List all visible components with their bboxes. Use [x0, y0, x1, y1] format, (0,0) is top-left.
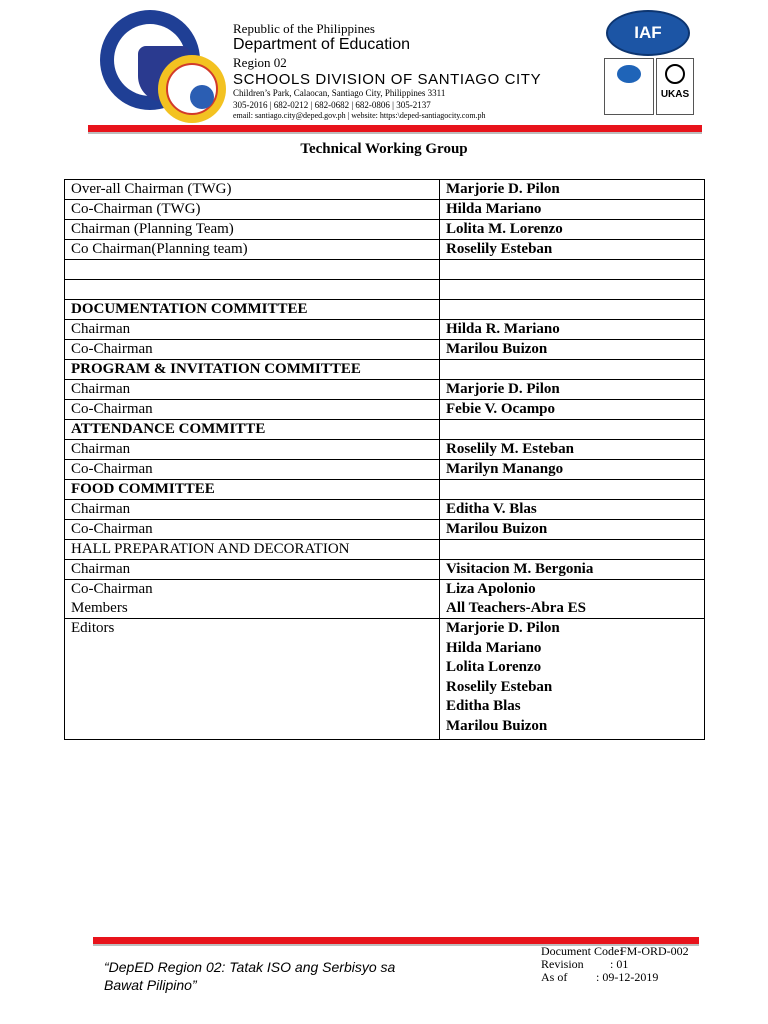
role-cell: HALL PREPARATION AND DECORATION	[65, 540, 440, 560]
iaf-label: IAF	[634, 23, 662, 42]
role-line: Members	[71, 600, 128, 616]
ukas-logo	[656, 58, 694, 115]
name-cell	[440, 580, 705, 619]
role-cell: Co-Chairman	[65, 520, 440, 540]
doc-code-label: Document Code:	[541, 944, 623, 958]
crown-icon	[665, 64, 685, 84]
role-cell: Chairman	[65, 380, 440, 400]
republic-text: Republic of the Philippines	[233, 21, 375, 36]
name-cell: Visitacion M. Bergonia	[440, 560, 705, 580]
role-cell: Over-all Chairman (TWG)	[65, 180, 440, 200]
editor-name: Roselily Esteban	[446, 678, 553, 695]
ukas-label: UKAS	[660, 89, 690, 100]
role-cell: FOOD COMMITTEE	[65, 480, 440, 500]
name-cell	[440, 360, 705, 380]
role-cell: Chairman	[65, 440, 440, 460]
name-cell: Marjorie D. Pilon	[440, 180, 705, 200]
asof-value: : 09-12-2019	[596, 970, 659, 984]
table-row	[65, 480, 705, 500]
name-cell: Lolita M. Lorenzo	[440, 220, 705, 240]
role-cell: Chairman	[65, 500, 440, 520]
role-cell	[65, 280, 440, 300]
table-row	[65, 340, 705, 360]
address-text: Children’s Park, Calaocan, Santiago City, Philippines 3311	[233, 88, 446, 98]
table-row	[65, 380, 705, 400]
role-cell	[65, 260, 440, 280]
name-cell	[440, 540, 705, 560]
role-cell	[65, 580, 440, 619]
table-row	[65, 200, 705, 220]
table-row	[65, 619, 705, 740]
table-row	[65, 400, 705, 420]
table-row	[65, 220, 705, 240]
name-line: Liza Apolonio	[446, 581, 536, 597]
editor-name: Marjorie D. Pilon	[446, 620, 560, 636]
name-cell	[440, 260, 705, 280]
name-line: All Teachers-Abra ES	[446, 600, 587, 616]
name-cell: Marilou Buizon	[440, 340, 705, 360]
table-row	[65, 560, 705, 580]
revision-value: : 01	[610, 957, 629, 971]
editor-name: Hilda Mariano	[446, 639, 542, 656]
role-cell: Chairman	[65, 560, 440, 580]
table-row	[65, 520, 705, 540]
role-cell: Co-Chairman (TWG)	[65, 200, 440, 220]
name-cell	[440, 480, 705, 500]
table-row	[65, 540, 705, 560]
name-cell: Roselily Esteban	[440, 240, 705, 260]
motto-line-2: Bawat Pilipino”	[104, 977, 197, 993]
name-cell	[440, 619, 705, 740]
name-cell: Febie V. Ocampo	[440, 400, 705, 420]
role-cell: PROGRAM & INVITATION COMMITTEE	[65, 360, 440, 380]
role-cell: ATTENDANCE COMMITTE	[65, 420, 440, 440]
name-cell: Editha V. Blas	[440, 500, 705, 520]
nqa-iso-logo	[604, 58, 654, 115]
email-website: email: santiago.city@deped.gov.ph | website: https:\deped-santiagocity.com.ph	[233, 111, 486, 120]
name-cell: Marilyn Manango	[440, 460, 705, 480]
table-row	[65, 280, 705, 300]
role-cell: DOCUMENTATION COMMITTEE	[65, 300, 440, 320]
table-row	[65, 300, 705, 320]
committee-table	[64, 179, 705, 740]
name-cell: Hilda Mariano	[440, 200, 705, 220]
name-cell	[440, 420, 705, 440]
name-cell: Marjorie D. Pilon	[440, 380, 705, 400]
role-cell: Co-Chairman	[65, 460, 440, 480]
region-text: Region 02	[233, 55, 287, 70]
asof-label: As of	[541, 970, 568, 984]
table-row	[65, 460, 705, 480]
division-seal-logo	[158, 55, 226, 123]
editor-name: Marilou Buizon	[446, 717, 548, 734]
name-cell	[440, 300, 705, 320]
table-row	[65, 440, 705, 460]
motto-line-1: “DepED Region 02: Tatak ISO ang Serbisyo sa	[104, 959, 396, 975]
phone-numbers: 305-2016 | 682-0212 | 682-0682 | 682-0806 | 305-2137	[233, 100, 431, 110]
table-row	[65, 500, 705, 520]
role-cell: Chairman	[65, 320, 440, 340]
header-divider	[88, 125, 702, 132]
name-cell: Hilda R. Mariano	[440, 320, 705, 340]
table-row	[65, 420, 705, 440]
role-line: Co-Chairman	[71, 581, 153, 597]
footer-divider	[93, 937, 699, 944]
name-cell: Marilou Buizon	[440, 520, 705, 540]
department-title: Department of Education	[233, 36, 410, 53]
name-cell	[440, 280, 705, 300]
table-row	[65, 360, 705, 380]
role-cell: Co-Chairman	[65, 340, 440, 360]
table-row	[65, 180, 705, 200]
page-title: Technical Working Group	[300, 141, 468, 157]
editor-name: Lolita Lorenzo	[446, 659, 542, 676]
table-row	[65, 320, 705, 340]
iaf-logo	[606, 10, 690, 56]
table-row	[65, 260, 705, 280]
doc-code-value: FM-ORD-002	[620, 944, 689, 958]
division-title: SCHOOLS DIVISION OF SANTIAGO CITY	[233, 71, 542, 88]
role-cell: Co-Chairman	[65, 400, 440, 420]
role-cell: Co Chairman(Planning team)	[65, 240, 440, 260]
name-cell: Roselily M. Esteban	[440, 440, 705, 460]
role-cell: Editors	[65, 619, 440, 740]
revision-label: Revision	[541, 957, 584, 971]
role-cell: Chairman (Planning Team)	[65, 220, 440, 240]
table-row	[65, 240, 705, 260]
editor-name: Editha Blas	[446, 698, 521, 715]
table-row	[65, 580, 705, 619]
